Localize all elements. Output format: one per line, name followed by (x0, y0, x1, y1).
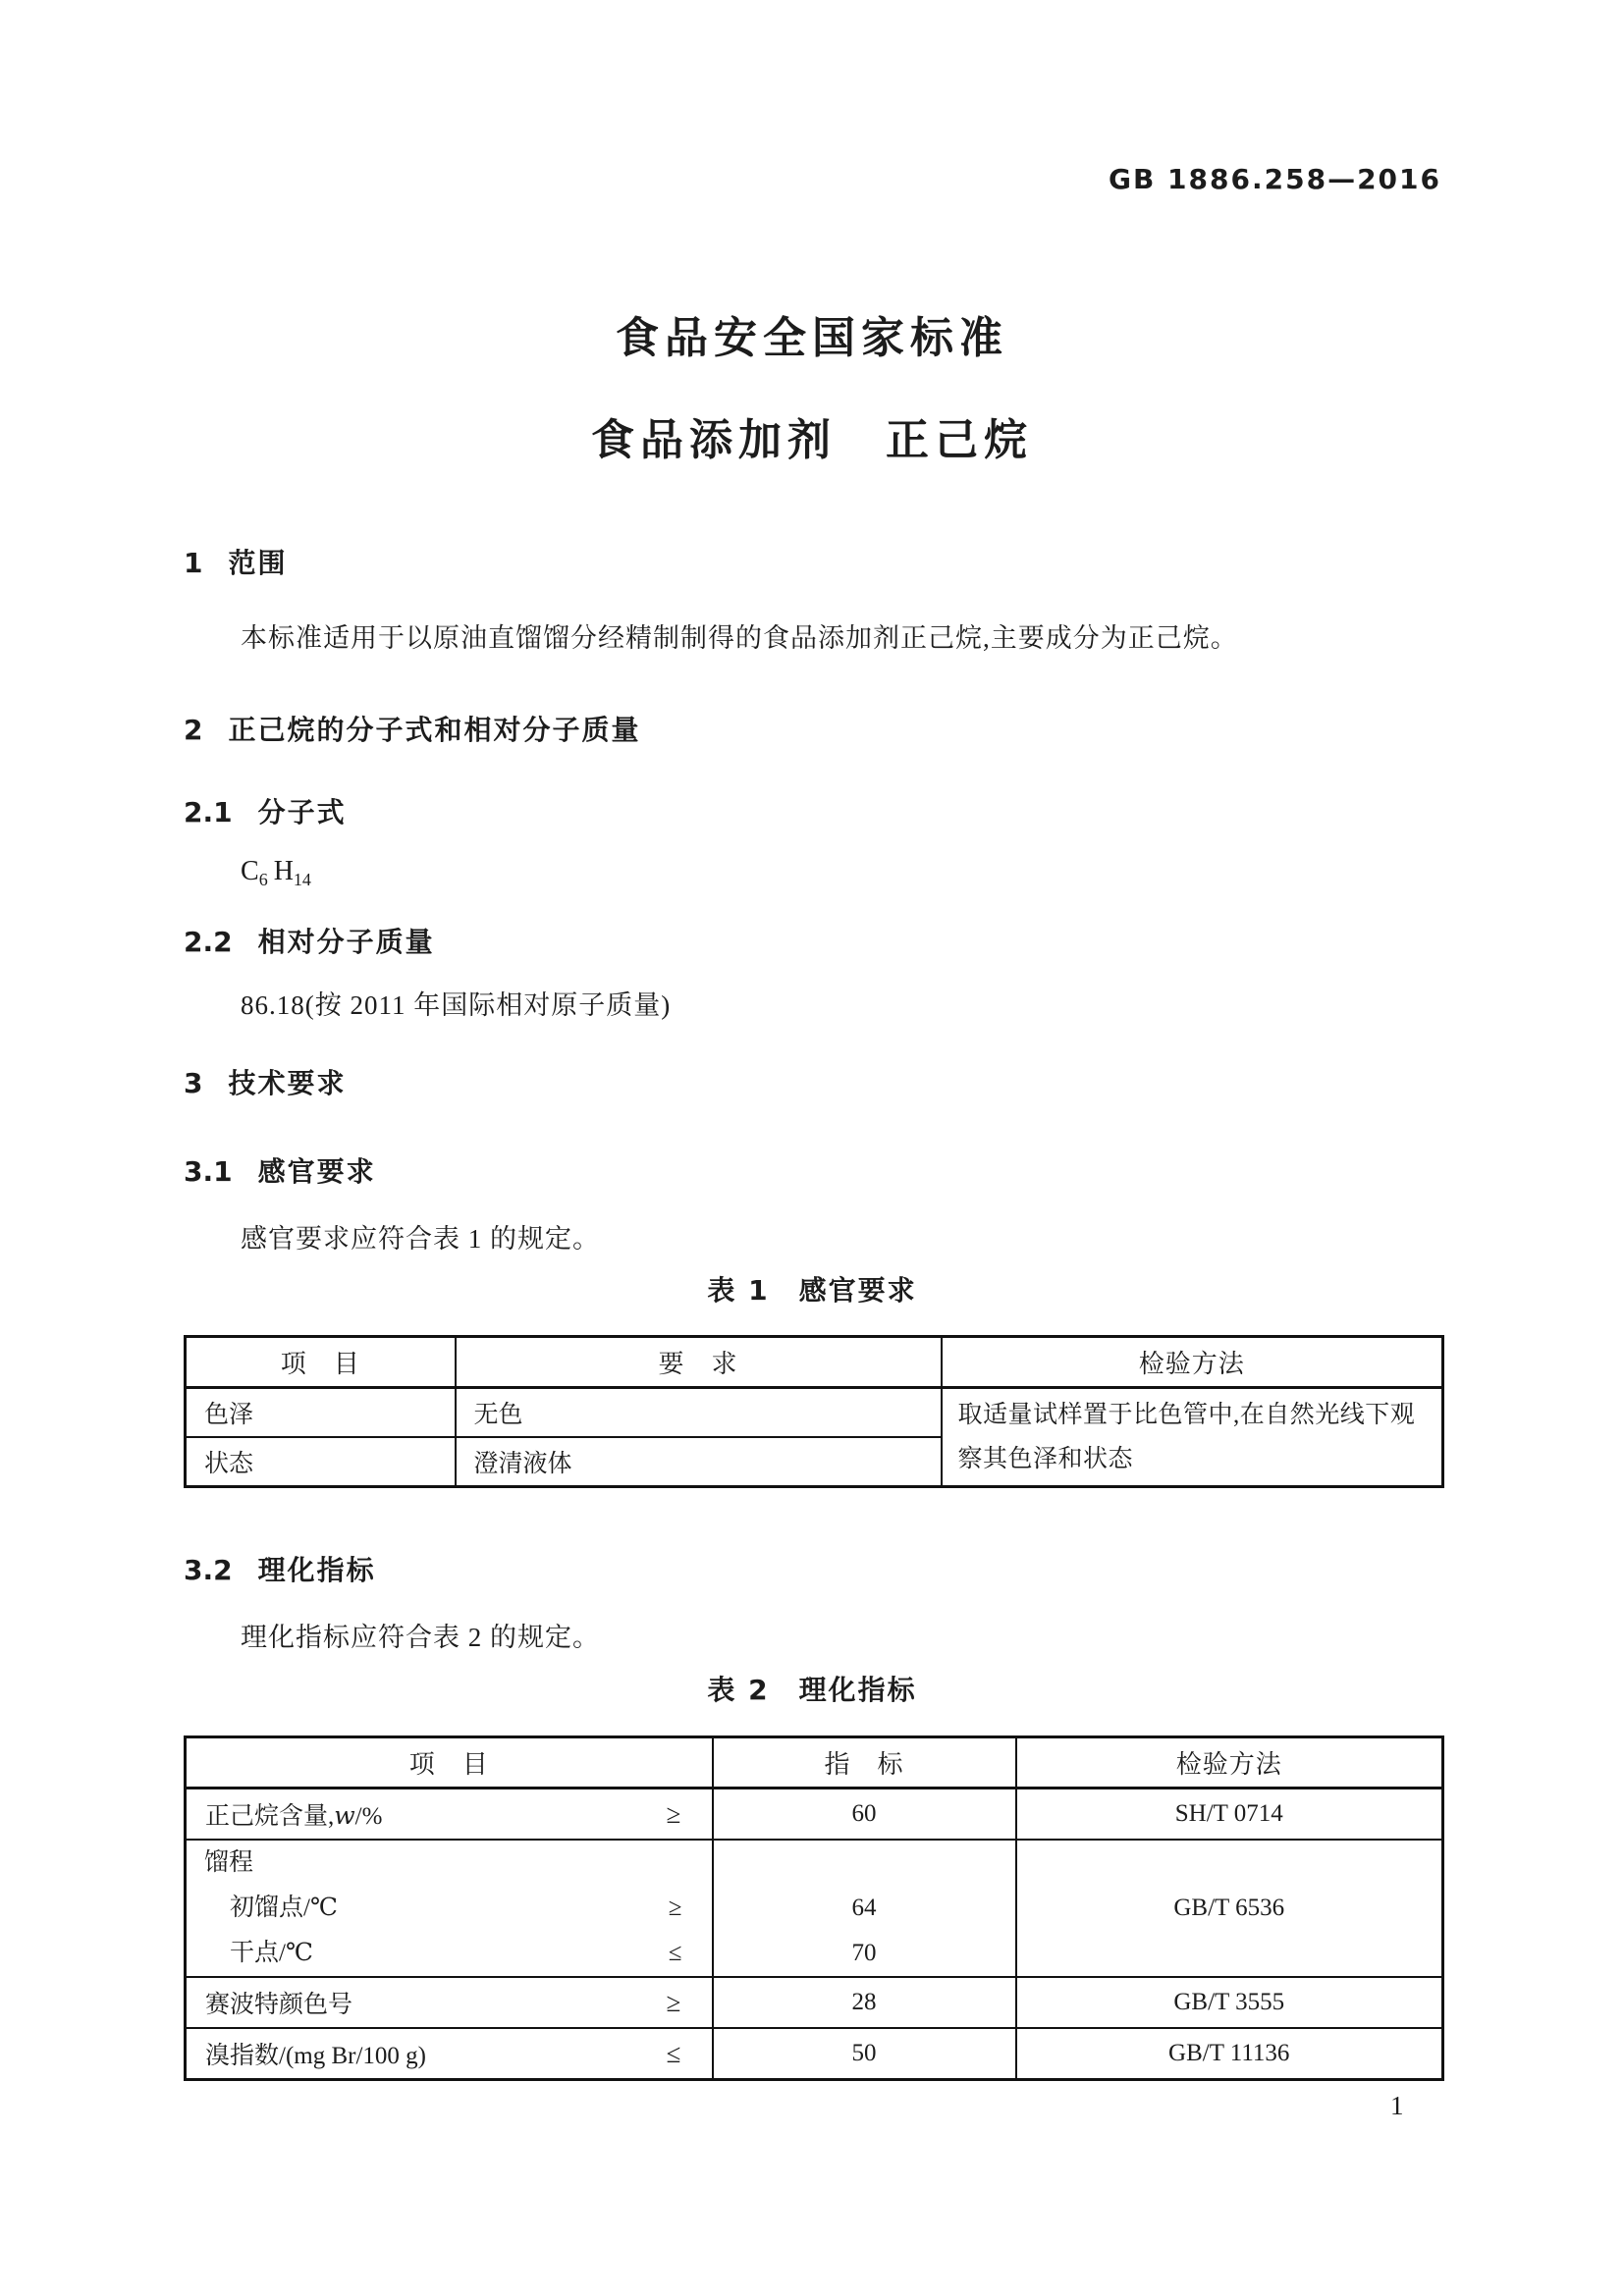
heading-physicochemical (184, 1549, 376, 1588)
table-sensory-requirements (184, 1335, 1444, 1488)
table1-header-method: 检验方法 (942, 1337, 1443, 1388)
heading-formula-mass (184, 709, 641, 748)
table-row (186, 1977, 1443, 2028)
table2-item-saybolt (186, 1977, 713, 2028)
table2-item-distillation (186, 1840, 713, 1977)
heading-number: 2 (184, 714, 203, 746)
table-row (186, 1789, 1443, 1841)
table2-method-distillation: GB/T 6536 (1016, 1840, 1443, 1977)
table-row (186, 1388, 1443, 1438)
ge-symbol: ≥ (666, 1798, 681, 1829)
heading-molecular-formula (184, 791, 347, 830)
subitem-initial-bp (187, 1886, 712, 1931)
item-label: 溴指数/(mg Br/100 g) (205, 2043, 426, 2069)
item-label-variable: w (334, 1801, 355, 1830)
page-number: 1 (1390, 2091, 1404, 2120)
subitem-label: 初馏点/℃ (230, 1895, 338, 1921)
document-title-line1: 食品安全国家标准 (616, 313, 1008, 363)
table2-header-row (186, 1737, 1443, 1789)
table1-item-color: 色泽 (204, 1402, 254, 1428)
group-label: 馏程 (204, 1849, 254, 1876)
table2-value-hexane: 60 (713, 1789, 1016, 1841)
formula-subscript-6: 6 (258, 870, 268, 889)
formula-element-h: H (273, 856, 294, 886)
table1-caption: 表 1 感官要求 (707, 1274, 917, 1307)
table2-method-hexane: SH/T 0714 (1016, 1789, 1443, 1841)
relative-mass-paragraph: 86.18(按 2011 年国际相对原子质量) (241, 990, 672, 1020)
value-initial-bp: 64 (851, 1895, 877, 1921)
heading-technical-requirements (184, 1062, 347, 1101)
table2-caption: 表 2 理化指标 (707, 1674, 917, 1706)
ge-symbol: ≥ (666, 1987, 681, 2017)
heading-relative-mass (184, 921, 435, 960)
scope-paragraph: 本标准适用于以原油直馏馏分经精制制得的食品添加剂正己烷,主要成分为正己烷。 (241, 623, 1238, 653)
heading-number: 3.1 (184, 1155, 233, 1188)
heading-sensory-requirements (184, 1150, 376, 1190)
heading-text: 范围 (228, 547, 288, 579)
table1-req-color: 无色 (456, 1388, 942, 1438)
le-symbol: ≤ (666, 2038, 681, 2068)
sensory-paragraph: 感官要求应符合表 1 的规定。 (241, 1224, 600, 1254)
heading-text: 感官要求 (257, 1155, 376, 1188)
item-with-symbol (188, 2036, 711, 2071)
document-title-line2: 食品添加剂 正己烷 (591, 415, 1033, 465)
heading-text: 技术要求 (228, 1067, 347, 1099)
standard-code: GB 1886.258—2016 (1108, 163, 1441, 195)
value-dry-point: 70 (851, 1940, 877, 1966)
item-with-symbol (188, 1796, 711, 1832)
heading-number: 2.1 (184, 796, 233, 828)
table1-req-state: 澄清液体 (456, 1437, 942, 1487)
table2-value-saybolt: 28 (713, 1977, 1016, 2028)
item-label-pre: 正己烷含量, (205, 1803, 335, 1830)
formula-element-c: C (241, 856, 259, 886)
table2-header-index: 指 标 (713, 1737, 1016, 1789)
item-label-post: /% (354, 1803, 383, 1830)
le-symbol: ≤ (668, 1940, 682, 1966)
heading-number: 3.2 (184, 1554, 233, 1586)
table2-method-bromine: GB/T 11136 (1016, 2028, 1443, 2080)
formula-subscript-14: 14 (293, 870, 311, 889)
molecular-formula (241, 856, 311, 890)
table2-header-item: 项 目 (186, 1737, 713, 1789)
heading-number: 2.2 (184, 926, 233, 958)
heading-text: 相对分子质量 (257, 926, 435, 958)
table2-item-hexane-content (186, 1789, 713, 1841)
table2-item-bromine-index (186, 2028, 713, 2080)
value-spacer (714, 1841, 1015, 1886)
item-label: 赛波特颜色号 (205, 1992, 353, 2018)
table-physicochemical-indicators (184, 1735, 1444, 2081)
heading-number: 1 (184, 547, 203, 579)
table2-values-distillation (713, 1840, 1016, 1977)
heading-text: 分子式 (257, 796, 347, 828)
heading-number: 3 (184, 1067, 203, 1099)
table1-method-merged: 取适量试样置于比色管中,在自然光线下观察其色泽和状态 (942, 1388, 1443, 1487)
heading-text: 理化指标 (257, 1554, 376, 1586)
heading-text: 正己烷的分子式和相对分子质量 (228, 714, 641, 746)
table2-value-bromine: 50 (713, 2028, 1016, 2080)
table1-header-row (186, 1337, 1443, 1388)
physicochemical-paragraph: 理化指标应符合表 2 的规定。 (241, 1623, 600, 1652)
ge-symbol: ≥ (668, 1895, 682, 1921)
subitem-dry-point (187, 1931, 712, 1976)
table-row (186, 2028, 1443, 2080)
table-row-group-distillation (186, 1840, 1443, 1977)
table1-header-requirement: 要 求 (456, 1337, 942, 1388)
subitem-label: 干点/℃ (230, 1940, 313, 1966)
heading-scope (184, 542, 288, 581)
table2-header-method: 检验方法 (1016, 1737, 1443, 1789)
item-with-symbol (188, 1985, 711, 2020)
item-label (205, 1796, 382, 1832)
table2-method-saybolt: GB/T 3555 (1016, 1977, 1443, 2028)
table1-header-item: 项 目 (186, 1337, 456, 1388)
table1-item-state: 状态 (186, 1437, 456, 1487)
